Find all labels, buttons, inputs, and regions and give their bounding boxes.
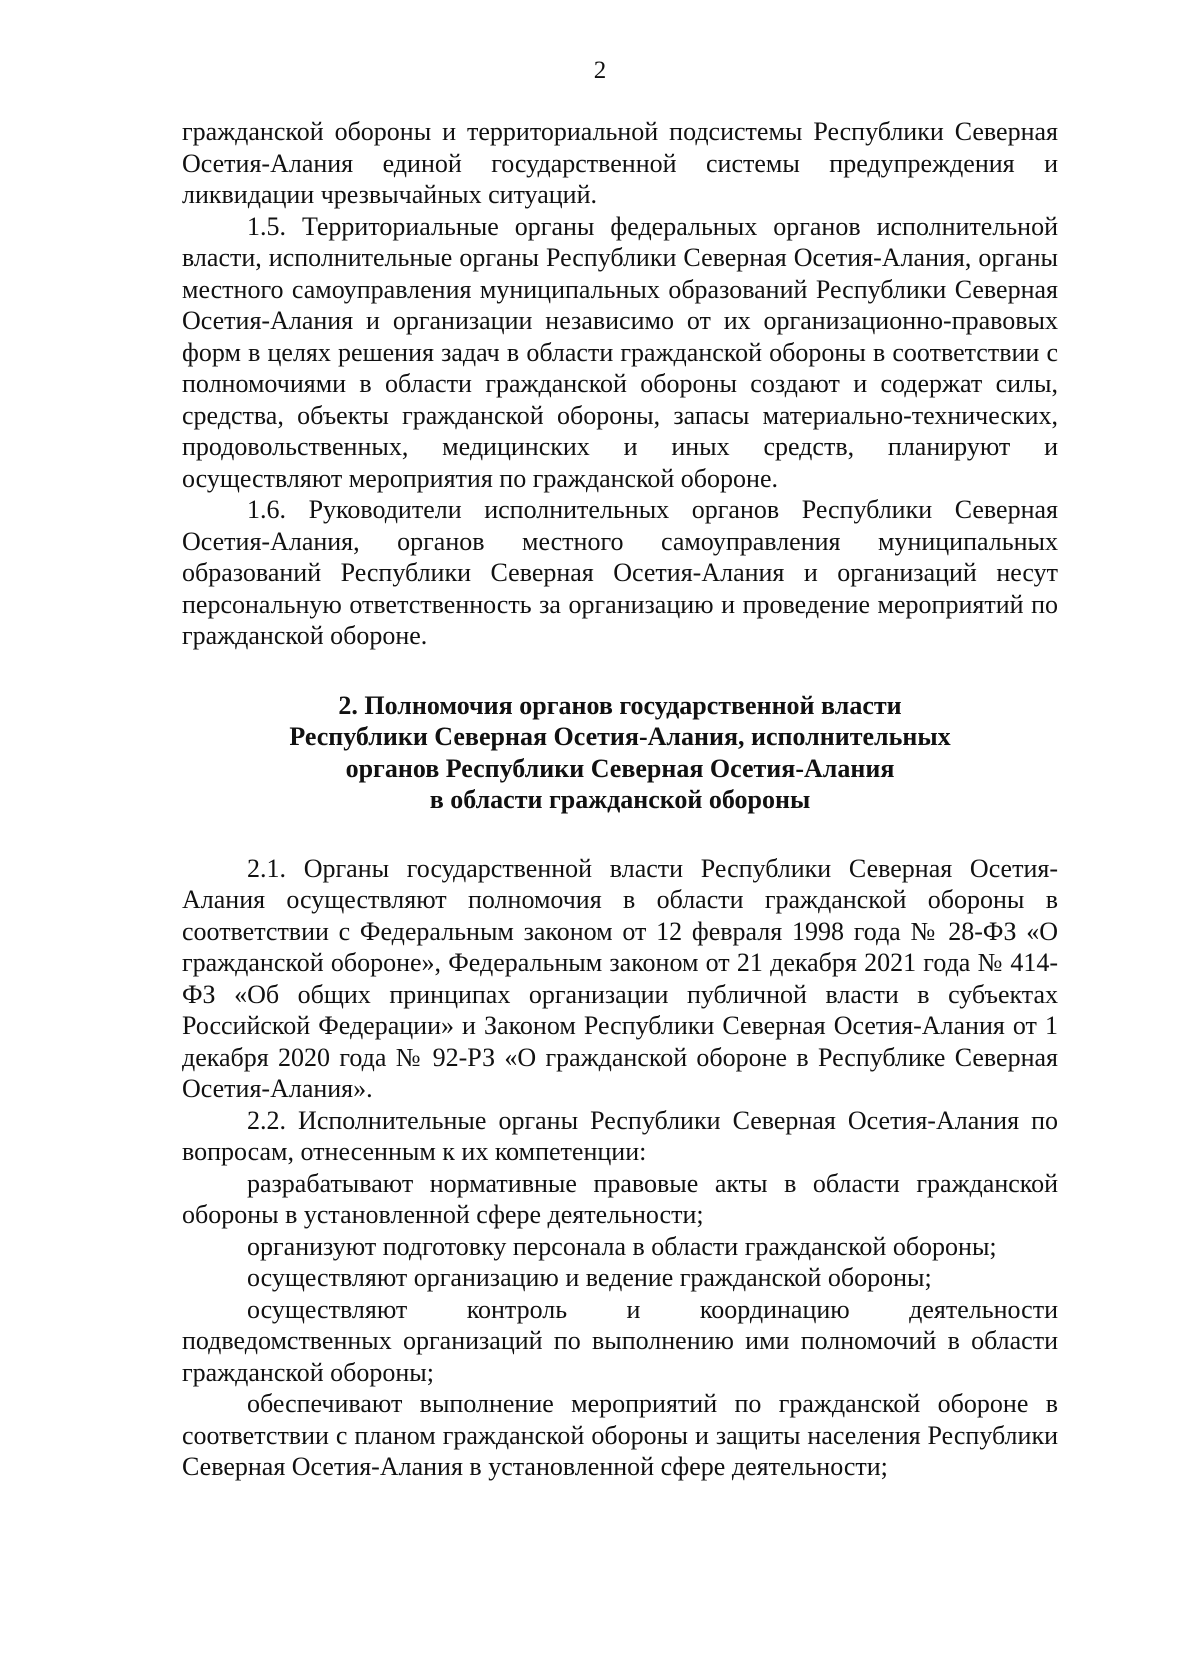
paragraph-continuation: гражданской обороны и территориальной подсистемы Республики Северная Осетия-Алания единой государственной системы предупреждения и ликвидации чрезвычайных ситуаций. (182, 117, 1058, 209)
list-item-personnel-training: организуют подготовку персонала в области гражданской обороны; (247, 1231, 997, 1261)
list-item-normative-acts: разрабатывают нормативные правовые акты в области гражданской обороны в установленной сфере деятельности; (182, 1168, 1058, 1229)
section-heading (182, 690, 1058, 816)
paragraph-1-5: 1.5. Территориальные органы федеральных органов исполнительной власти, исполнительные органы Республики Северная Осетия-Алания, органы местного самоуправления муниципальных образований Республики Северная Осетия-Алания и организации независимо от их организационно-правовых форм в целях решения задач в области гражданской обороны в соответствии с полномочиями в области гражданской обороны создают и содержат силы, средства, объекты гражданской обороны, запасы материально-технических, продовольственных, медицинских и иных средств, планируют и осуществляют мероприятия по гражданской обороне. (182, 211, 1058, 493)
section-heading-line: органов Республики Северная Осетия-Алания (345, 753, 895, 783)
list-item-measures: обеспечивают выполнение мероприятий по гражданской обороне в соответствии с планом гражданской обороны и защиты населения Республики Северная Осетия-Алания в установленной сфере деятельности; (182, 1389, 1058, 1481)
list-item-organization: осуществляют организацию и ведение гражданской обороны; (247, 1263, 932, 1292)
document-body (182, 116, 1058, 1483)
section-heading-line: Республики Северная Осетия-Алания, исполнительных (289, 722, 951, 751)
paragraph-2-2: 2.2. Исполнительные органы Республики Северная Осетия-Алания по вопросам, отнесенным к их компетенции: (182, 1105, 1058, 1166)
section-heading-line: 2. Полномочия органов государственной власти (338, 690, 902, 720)
page-number: 2 (593, 57, 607, 84)
paragraph-2-1: 2.1. Органы государственной власти Республики Северная Осетия-Алания осуществляют полномочия в области гражданской обороны в соответствии с Федеральным законом от 12 февраля 1998 года № 28-ФЗ «О гражданской обороне», Федеральным законом от 21 декабря 2021 года № 414-ФЗ «Об общих принципах организации публичной власти в субъектах Российской Федерации» и Законом Республики Северная Осетия-Алания от 1 декабря 2020 года № 92-РЗ «О гражданской обороне в Республике Северная Осетия-Алания». (182, 853, 1058, 1103)
list-item-control: осуществляют контроль и координацию деятельности подведомственных организаций по выполнению ими полномочий в области гражданской обороны; (182, 1294, 1058, 1387)
section-heading-line: в области гражданской обороны (429, 785, 811, 814)
paragraph-1-6: 1.6. Руководители исполнительных органов Республики Северная Осетия-Алания, органов местного самоуправления муниципальных образований Республики Северная Осетия-Алания и организаций несут персональную ответственность за организацию и проведение мероприятий по гражданской обороне. (182, 495, 1058, 650)
